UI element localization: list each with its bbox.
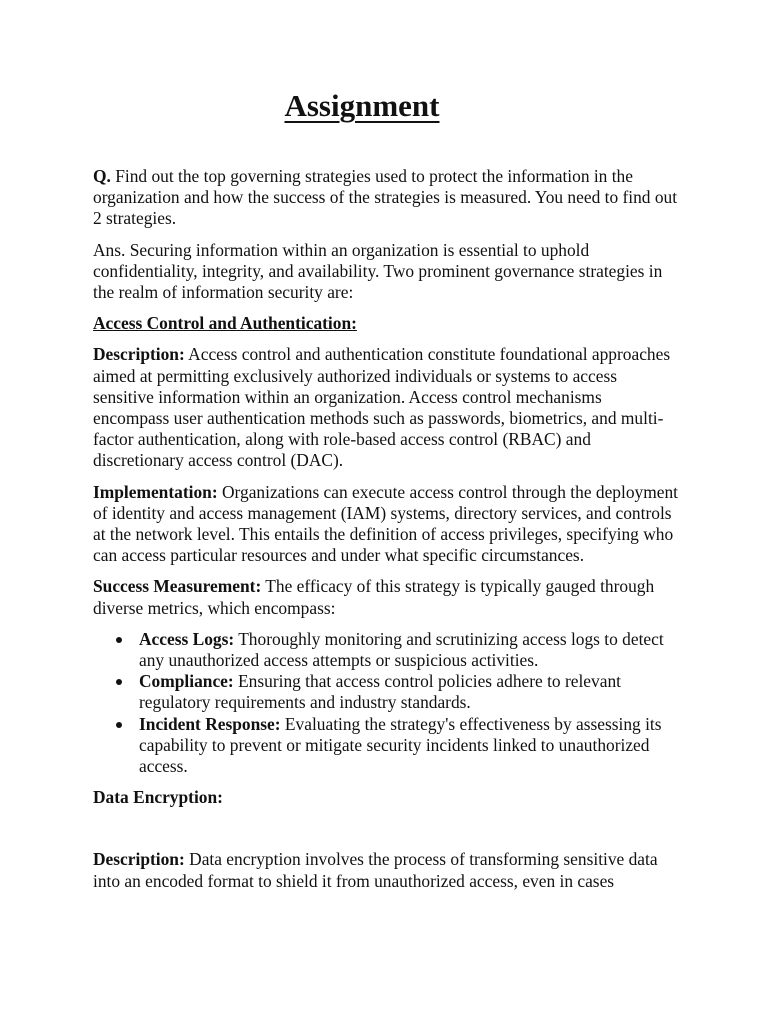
description-text: Access control and authentication constitute foundational approaches aimed at permitting exclusively authorized individuals or systems to access sensitive information within an organization. Access control mechanisms encompass user authentication methods such as passwords, biometrics, and multi-factor authentication, along with role-based access control (RBAC) and discretionary access control (DAC). [93, 344, 671, 471]
list-item-label: Compliance: [139, 671, 234, 692]
list-item-text: Ensuring that access control policies adhere to relevant regulatory requirements and industry standards. [139, 671, 621, 713]
list-item [139, 629, 681, 671]
list-item [139, 671, 681, 713]
implementation-label: Implementation: [93, 481, 218, 502]
section-heading-data-encryption: Data Encryption: [93, 787, 223, 808]
success-measurement-paragraph [93, 576, 681, 618]
document-title: Assignment [284, 88, 440, 123]
encryption-description-text: Data encryption involves the process of transforming sensitive data into an encoded format to shield it from unauthorized access, even in cases [93, 849, 658, 891]
list-item [139, 714, 681, 778]
encryption-description-paragraph [93, 849, 681, 891]
success-measurement-text: The efficacy of this strategy is typically gauged through diverse metrics, which encompass: [93, 576, 655, 618]
list-item-text: Thoroughly monitoring and scrutinizing access logs to detect any unauthorized access attempts or suspicious activities. [139, 628, 664, 671]
section-heading-access-control: Access Control and Authentication: [93, 313, 357, 334]
document-body [93, 166, 681, 902]
list-item-label: Incident Response: [139, 713, 281, 734]
list-item-text: Evaluating the strategy's effectiveness by assessing its capability to prevent or mitigate security incidents linked to unauthorized access. [139, 713, 662, 777]
blank-line [93, 818, 681, 849]
implementation-paragraph [93, 482, 681, 567]
bullet-icon [116, 637, 122, 643]
success-measurement-label: Success Measurement: [93, 576, 262, 597]
question-paragraph [93, 166, 681, 230]
bullet-icon [116, 722, 122, 728]
description-paragraph [93, 344, 681, 471]
description-label: Description: [93, 344, 185, 365]
answer-intro-paragraph: Ans. Securing information within an organization is essential to uphold confidentiality, integrity, and availability. Two prominent governance strategies in the realm of information security are: [93, 239, 663, 303]
list-item-label: Access Logs: [139, 628, 235, 649]
question-text: Find out the top governing strategies used to protect the information in the organization and how the success of the strategies is measured. You need to find out 2 strategies. [93, 166, 678, 229]
metrics-list [93, 629, 681, 777]
bullet-icon [116, 679, 122, 685]
implementation-text: Organizations can execute access control through the deployment of identity and access management (IAM) systems, directory services, and controls at the network level. This entails the definition of access privileges, specifying who can access particular resources and under what specific circumstances. [93, 481, 678, 566]
question-prefix: Q. [93, 166, 111, 186]
encryption-description-label: Description: [93, 849, 185, 870]
